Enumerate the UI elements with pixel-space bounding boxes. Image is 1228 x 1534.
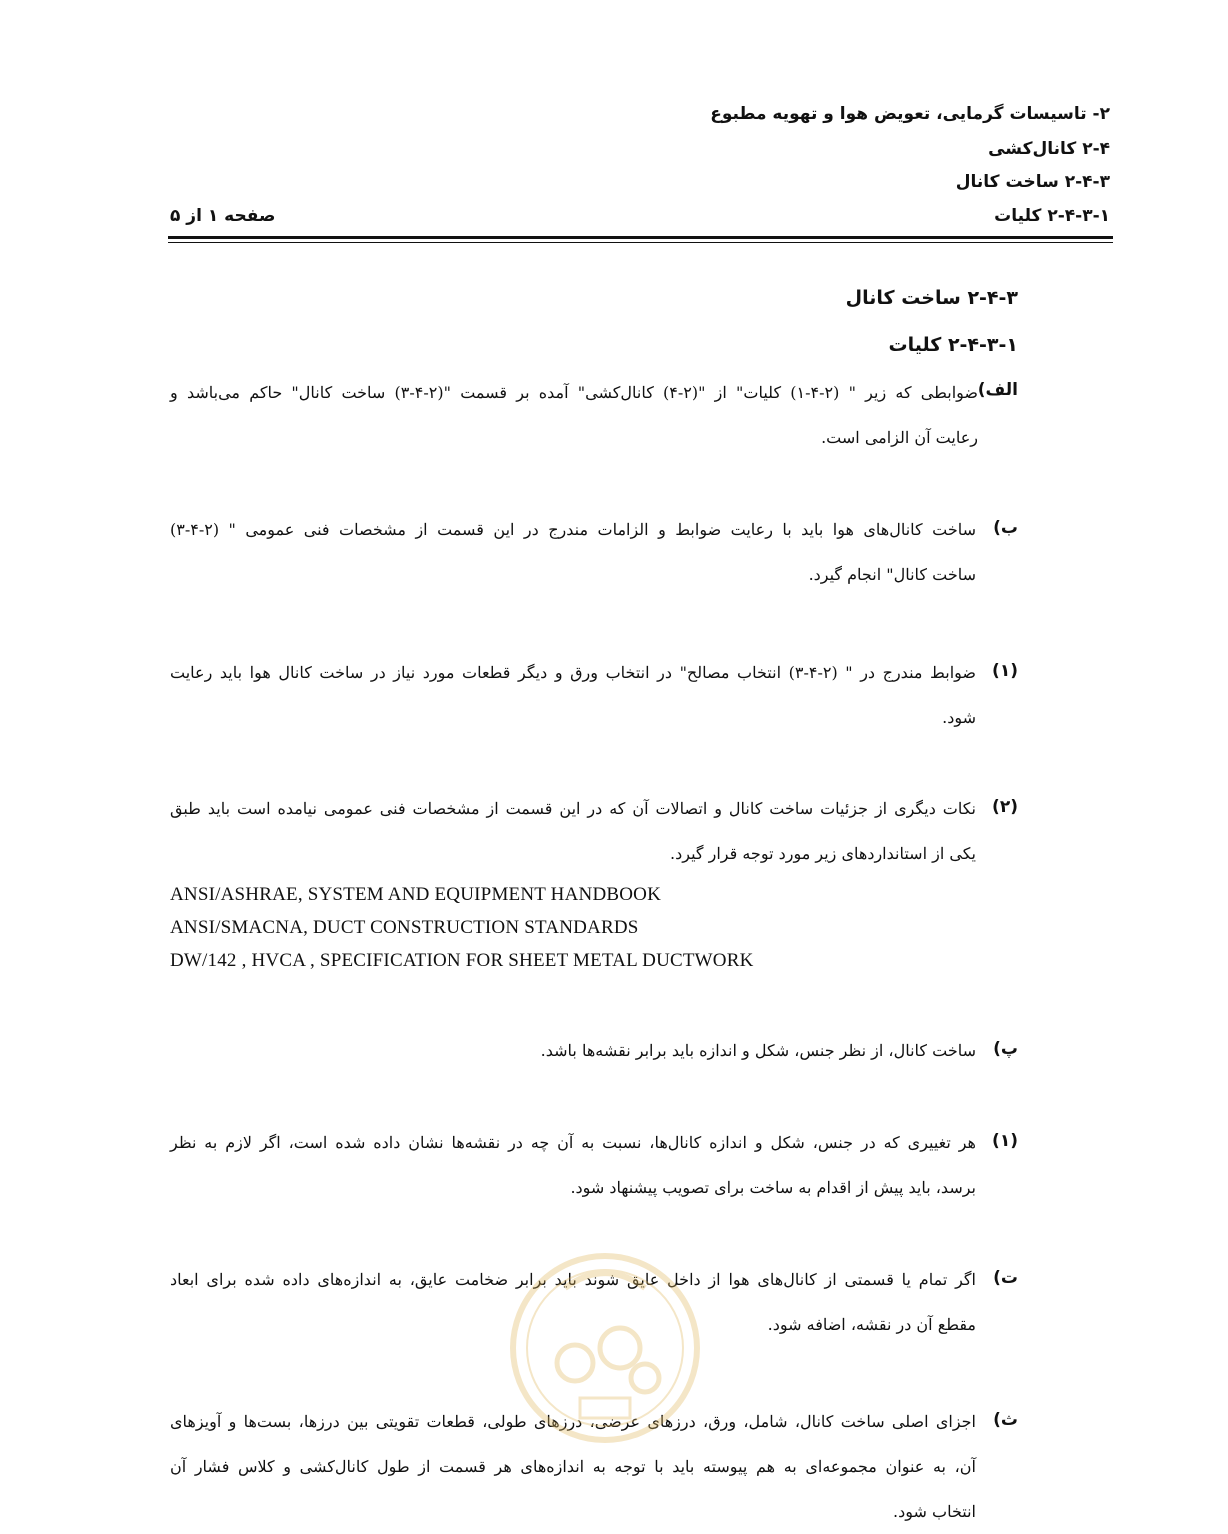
item-marker-2: (۲) bbox=[992, 797, 1018, 817]
standard-item: ANSI/ASHRAE, SYSTEM AND EQUIPMENT HANDBOOK bbox=[170, 884, 661, 905]
paragraph-line: ضوابط مندرج در " (۲-۴-۳) انتخاب مصالح" در انتخاب ورق و دیگر قطعات مورد نیاز در ساخت کانال هوا باید رعایت bbox=[170, 663, 976, 682]
watermark-seal-icon bbox=[505, 1248, 705, 1448]
paragraph-line: برسد، باید پیش از اقدام به ساخت برای تصویب پیشنهاد شود. bbox=[570, 1178, 976, 1197]
header-section: ۲-۴ کانال‌کشی bbox=[988, 139, 1110, 159]
paragraph-line: آن، به عنوان مجموعه‌ای به هم پیوسته باید با توجه به اندازه‌های هر قسمت از طول کانال‌کشی و کلاس فشار آن bbox=[170, 1457, 976, 1476]
header-rule-thick bbox=[168, 236, 1113, 239]
item-marker-1: (۱) bbox=[992, 661, 1018, 681]
header-rule-thin bbox=[168, 242, 1113, 243]
paragraph-line: ساخت کانال، از نظر جنس، شکل و اندازه باید برابر نقشه‌ها باشد. bbox=[540, 1041, 976, 1060]
paragraph-line: ضوابطی که زیر " (۲-۴-۱) کلیات" از "(۲-۴) کانال‌کشی" آمده بر قسمت "(۲-۴-۳) ساخت کانال" حاکم می‌باشد و bbox=[170, 383, 978, 402]
para-marker-alef: الف) bbox=[977, 380, 1018, 400]
standard-item: DW/142 , HVCA , SPECIFICATION FOR SHEET METAL DUCTWORK bbox=[170, 950, 754, 971]
page-number: صفحه ۱ از ۵ bbox=[170, 206, 276, 226]
paragraph-line: شود. bbox=[942, 708, 976, 727]
paragraph-be-2 bbox=[170, 786, 976, 876]
paragraph-be bbox=[170, 507, 976, 597]
paragraph-line: ساخت کانال" انجام گیرد. bbox=[808, 565, 976, 584]
paragraph-be-1 bbox=[170, 650, 976, 740]
item-marker-1: (۱) bbox=[992, 1131, 1018, 1151]
paragraph-line: اجزای اصلی ساخت کانال، شامل، ورق، درزهای عرضی، درزهای طولی، قطعات تقویتی بین درزها، بست‌ها و آویزهای bbox=[170, 1412, 976, 1431]
para-marker-te: ت) bbox=[993, 1268, 1018, 1288]
para-marker-be: ب) bbox=[993, 518, 1018, 538]
header-topic: ۲-۴-۳-۱ کلیات bbox=[994, 206, 1110, 226]
paragraph-line: اگر تمام یا قسمتی از کانال‌های هوا از داخل عایق شوند باید برابر ضخامت عایق، به اندازه‌های داده شده برای ابعاد bbox=[170, 1270, 976, 1289]
paragraph-line: رعایت آن الزامی است. bbox=[821, 428, 978, 447]
paragraph-line: انتخاب شود. bbox=[893, 1502, 976, 1521]
para-marker-se: ث) bbox=[993, 1410, 1018, 1430]
paragraph-pe bbox=[170, 1028, 976, 1073]
section-heading: ۲-۴-۳ ساخت کانال bbox=[845, 287, 1018, 309]
paragraph-line: ساخت کانال‌های هوا باید با رعایت ضوابط و الزامات مندرج در این قسمت از مشخصات فنی عمومی " (۲-۴-۳) bbox=[170, 520, 976, 539]
paragraph-pe-1 bbox=[170, 1120, 976, 1210]
subsection-heading: ۲-۴-۳-۱ کلیات bbox=[888, 334, 1018, 356]
standard-item: ANSI/SMACNA, DUCT CONSTRUCTION STANDARDS bbox=[170, 917, 639, 938]
header-subsection: ۲-۴-۳ ساخت کانال bbox=[955, 172, 1110, 192]
paragraph-line: مقطع آن در نقشه، اضافه شود. bbox=[767, 1315, 976, 1334]
header-chapter: ۲- تاسیسات گرمایی، تعویض هوا و تهویه مطبوع bbox=[710, 104, 1110, 124]
paragraph-alef bbox=[170, 370, 978, 460]
paragraph-line: یکی از استانداردهای زیر مورد توجه قرار گیرد. bbox=[670, 844, 976, 863]
para-marker-pe: پ) bbox=[993, 1039, 1018, 1059]
paragraph-line: نکات دیگری از جزئیات ساخت کانال و اتصالات آن که در این قسمت از مشخصات فنی عمومی نیامده است باید طبق bbox=[170, 799, 976, 818]
paragraph-line: هر تغییری که در جنس، شکل و اندازه کانال‌ها، نسبت به آن چه در نقشه‌ها نشان داده شده است، اگر لازم به نظر bbox=[170, 1133, 976, 1152]
